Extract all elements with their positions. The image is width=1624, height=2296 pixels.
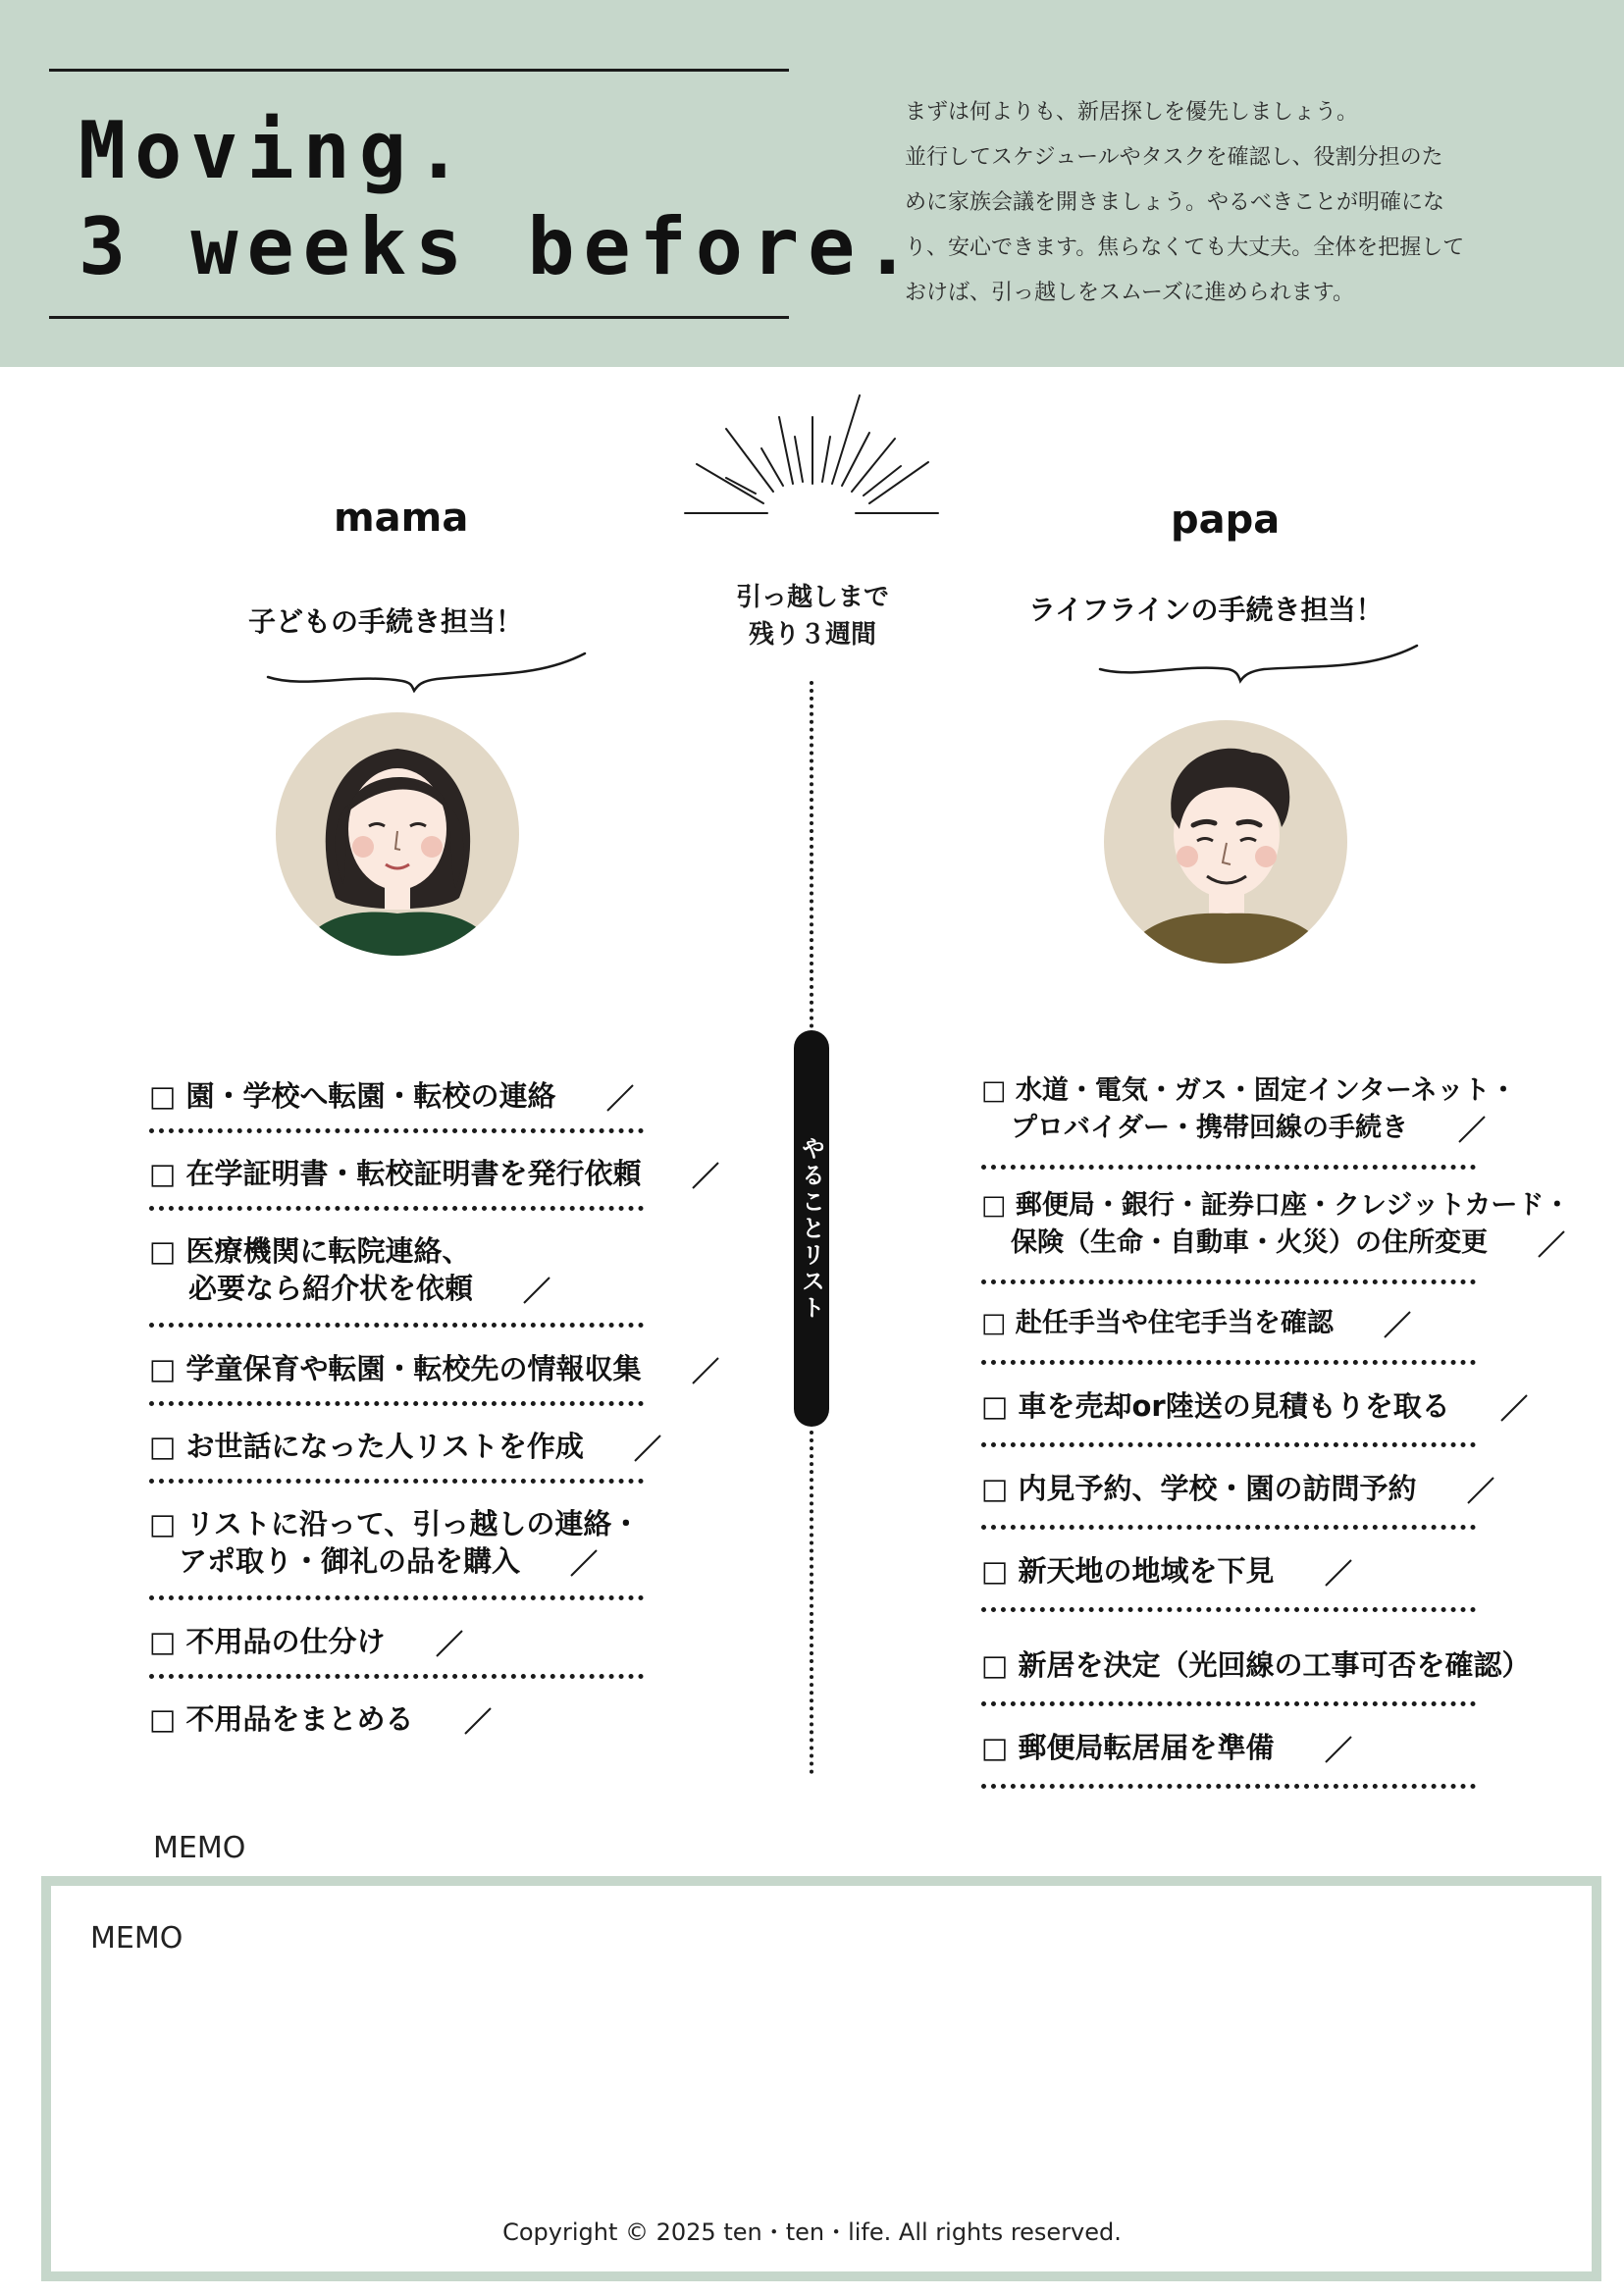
- todo-list-pill: [794, 1030, 829, 1427]
- mama-task-item[interactable]: [149, 1077, 635, 1115]
- dotted-rule: [149, 1128, 644, 1133]
- task-text: □ 郵便局・銀行・証券口座・クレジットカード・: [981, 1190, 1571, 1221]
- papa-task-item[interactable]: [981, 1072, 1516, 1147]
- slash-icon: [1537, 1229, 1566, 1259]
- task-text: □ お世話になった人リストを作成: [149, 1428, 662, 1465]
- papa-squiggle-icon: [1097, 640, 1421, 685]
- memo-heading: MEMO: [153, 1831, 246, 1865]
- todo-list-label: やることリスト: [797, 1135, 825, 1322]
- copyright-notice: Copyright © 2025 ten・ten・life. All rights reserved.: [502, 2218, 1122, 2246]
- papa-avatar: [1103, 719, 1348, 965]
- slash-icon: [435, 1629, 464, 1658]
- center-dotted-line-lower: [810, 1431, 813, 1774]
- task-text-continued: 必要なら紹介状を依頼: [149, 1270, 551, 1307]
- mama-task-item[interactable]: [149, 1350, 720, 1387]
- task-text-continued: 保険（生命・自動車・火災）の住所変更: [981, 1225, 1570, 1262]
- dotted-rule: [981, 1279, 1476, 1284]
- dotted-rule: [149, 1323, 644, 1328]
- task-text: □ 不用品をまとめる: [149, 1700, 493, 1738]
- intro-line: り、安心できます。焦らなくても大丈夫。全体を把握して: [905, 235, 1465, 260]
- task-text: □ 医療機関に転院連絡、: [149, 1234, 471, 1268]
- papa-task-item[interactable]: [981, 1729, 1353, 1766]
- dotted-rule: [149, 1401, 644, 1406]
- intro-line: おけば、引っ越しをスムーズに進められます。: [905, 281, 1355, 305]
- dotted-rule: [981, 1607, 1476, 1612]
- task-text: □ リストに沿って、引っ越しの連絡・: [149, 1507, 641, 1540]
- intro-line: 並行してスケジュールやタスクを確認し、役割分担のた: [905, 145, 1443, 170]
- task-text: □ 在学証明書・転校証明書を発行依頼: [149, 1155, 720, 1192]
- center-dotted-line-upper: [810, 681, 813, 1028]
- task-text-continued: プロバイダー・携帯回線の手続き: [981, 1110, 1516, 1147]
- intro-line: まずは何よりも、新居探しを優先しましょう。: [905, 100, 1359, 125]
- mama-task-item[interactable]: [149, 1505, 640, 1580]
- mama-avatar: [275, 711, 520, 957]
- mama-name: mama: [334, 496, 469, 541]
- countdown-line-1: 引っ越しまで: [735, 583, 889, 612]
- papa-task-item[interactable]: [981, 1646, 1531, 1684]
- mama-task-item[interactable]: [149, 1428, 662, 1465]
- papa-task-item[interactable]: [981, 1187, 1570, 1262]
- dotted-rule: [981, 1360, 1476, 1365]
- task-text-continued: アポ取り・御礼の品を購入: [149, 1542, 640, 1580]
- memo-inner-label: MEMO: [90, 1921, 183, 1956]
- dotted-rule: [981, 1165, 1476, 1170]
- slash-icon: [1457, 1115, 1487, 1144]
- page-title: [79, 103, 919, 295]
- task-text: □ 不用品の仕分け: [149, 1623, 464, 1660]
- title-line-2: 3 weeks before.: [79, 201, 920, 292]
- mama-squiggle-icon: [265, 648, 589, 693]
- dotted-rule: [981, 1525, 1476, 1530]
- task-text: □ 学童保育や転園・転校先の情報収集: [149, 1350, 720, 1387]
- countdown-text: [687, 579, 938, 653]
- task-text: □ 内見予約、学校・園の訪問予約: [981, 1470, 1495, 1507]
- papa-task-item[interactable]: [981, 1552, 1353, 1590]
- task-text: □ 新天地の地域を下見: [981, 1552, 1353, 1590]
- sunburst-icon: [677, 388, 952, 525]
- title-bottom-rule: [49, 316, 789, 319]
- slash-icon: [463, 1706, 493, 1736]
- slash-icon: [1383, 1310, 1412, 1339]
- mama-task-item[interactable]: [149, 1623, 464, 1660]
- slash-icon: [633, 1434, 662, 1463]
- slash-icon: [1466, 1476, 1495, 1505]
- mama-role: 子どもの手続き担当！: [248, 605, 524, 638]
- slash-icon: [1324, 1735, 1353, 1764]
- dotted-rule: [149, 1479, 644, 1484]
- papa-task-item[interactable]: [981, 1470, 1495, 1507]
- papa-name: papa: [1171, 497, 1281, 543]
- slash-icon: [569, 1548, 599, 1578]
- papa-task-item[interactable]: [981, 1305, 1412, 1342]
- slash-icon: [522, 1276, 551, 1305]
- slash-icon: [691, 1356, 720, 1385]
- papa-role: ライフラインの手続き担当！: [1028, 594, 1384, 626]
- slash-icon: [605, 1083, 635, 1113]
- header-band: [0, 0, 1624, 367]
- intro-text: [905, 90, 1533, 316]
- dotted-rule: [981, 1442, 1476, 1447]
- slash-icon: [691, 1161, 720, 1190]
- mama-task-item[interactable]: [149, 1155, 720, 1192]
- dotted-rule: [149, 1674, 644, 1679]
- countdown-line-2: 残り３週間: [748, 620, 876, 650]
- slash-icon: [1324, 1558, 1353, 1588]
- task-text: □ 園・学校へ転園・転校の連絡: [149, 1077, 635, 1115]
- task-text: □ 新居を決定（光回線の工事可否を確認）: [981, 1648, 1531, 1682]
- task-text: □ 水道・電気・ガス・固定インターネット・: [981, 1075, 1517, 1106]
- intro-line: めに家族会議を開きましょう。やるべきことが明確にな: [905, 190, 1445, 215]
- papa-task-item[interactable]: [981, 1387, 1529, 1425]
- dotted-rule: [981, 1784, 1476, 1789]
- mama-task-item[interactable]: [149, 1700, 493, 1738]
- dotted-rule: [981, 1701, 1476, 1706]
- title-top-rule: [49, 69, 789, 72]
- task-text: □ 郵便局転居届を準備: [981, 1729, 1353, 1766]
- task-text: □ 赴任手当や住宅手当を確認: [981, 1305, 1412, 1342]
- dotted-rule: [149, 1595, 644, 1600]
- mama-task-item[interactable]: [149, 1232, 551, 1307]
- dotted-rule: [149, 1206, 644, 1211]
- title-line-1: Moving.: [79, 105, 472, 196]
- task-text: □ 車を売却or陸送の見積もりを取る: [981, 1387, 1529, 1425]
- slash-icon: [1499, 1393, 1529, 1423]
